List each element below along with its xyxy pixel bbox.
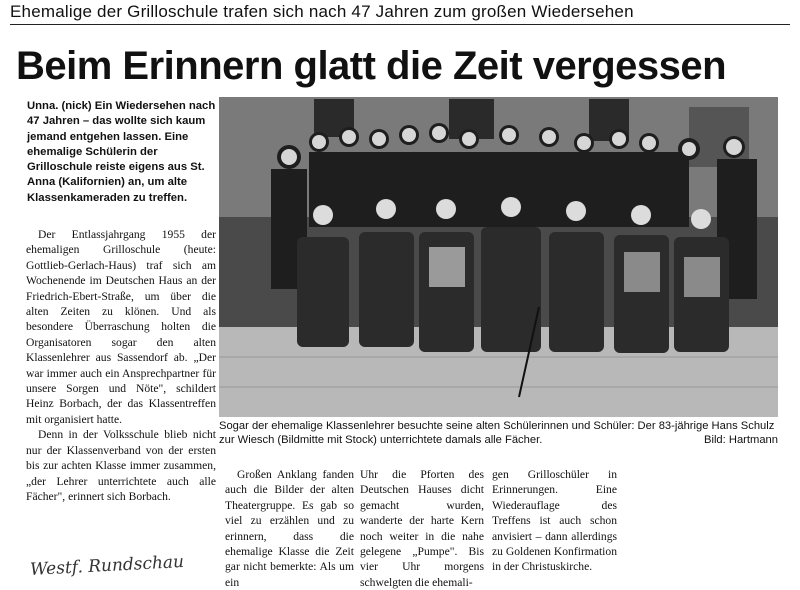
article-column-1 — [26, 227, 216, 504]
photo-credit: Bild: Hartmann — [704, 434, 778, 446]
article-paragraph: Großen Anklang fanden auch die Bilder der alten Theatergruppe. Es gab so viel zu erzählen und zu erinnern, dass die ehemalige Klasse die Zeit gar nicht bemerkte: Als um ein — [225, 468, 354, 589]
article-column-4 — [492, 467, 617, 575]
lede-paragraph: Unna. (nick) Ein Wiedersehen nach 47 Jahren – das wollte sich kaum jemand entgehen lassen. Eine ehemalige Schülerin der Grilloschule reiste eigens aus St. Anna (Kalifornien) an, um alte Klassenkameraden zu treffen. — [27, 100, 216, 204]
article-paragraph: Denn in der Volksschule blieb nicht nur der Klassenverband von der ersten bis zur achten Klasse immer zusammen, „der Lehrer unterrichtete auch alle Fächer", erinnert sich Borbach. — [26, 428, 216, 503]
headline: Beim Erinnern glatt die Zeit vergessen — [16, 44, 727, 88]
photo-caption — [219, 419, 778, 447]
article-paragraph: gen Grilloschüler in Erinnerungen. Eine Wiederauflage des Treffens ist auch schon anvisiert – dann allerdings zu Goldenen Konfirmation in der Christuskirche. — [492, 468, 617, 574]
handwritten-source-note: Westf. Rundschau — [29, 551, 185, 581]
kicker-line: Ehemalige der Grilloschule trafen sich nach 47 Jahren zum großen Wiedersehen — [10, 2, 790, 25]
caption-text: Sogar der ehemalige Klassenlehrer besuchte seine alten Schülerinnen und Schüler: Der 83-jährige Hans Schulz zur Wiesch (Bildmitte mit Stock) unterrichtete damals alle Fächer. — [219, 420, 775, 446]
article-paragraph: Uhr die Pforten des Deutschen Hauses dicht gemacht wurden, wanderte der harte Kern noch weiter in die nahe gelegene „Pumpe". Bis vier Uhr morgens schwelgten die ehemali- — [360, 468, 484, 589]
group-photo — [219, 97, 778, 417]
group-photo-illustration — [219, 97, 778, 417]
article-column-2 — [225, 467, 354, 590]
article-paragraph: Der Entlassjahrgang 1955 der ehemaligen Grilloschule (heute: Gottlieb-Gerlach-Haus) traf sich am Wochenende im Deutschen Haus an der Friedrich-Ebert-Straße, um über die alten Zeiten zu klönen. Und als besondere Überraschung holten die Organisatoren sogar den alten Klassenlehrer aus Sassendorf ab. „Der war immer auch ein Ansprechpartner für unsere Sorgen und Nöte", schildert Heinz Borbach, der das Klassentreffen mit organisiert hatte. — [26, 228, 216, 426]
article-column-3 — [360, 467, 484, 590]
